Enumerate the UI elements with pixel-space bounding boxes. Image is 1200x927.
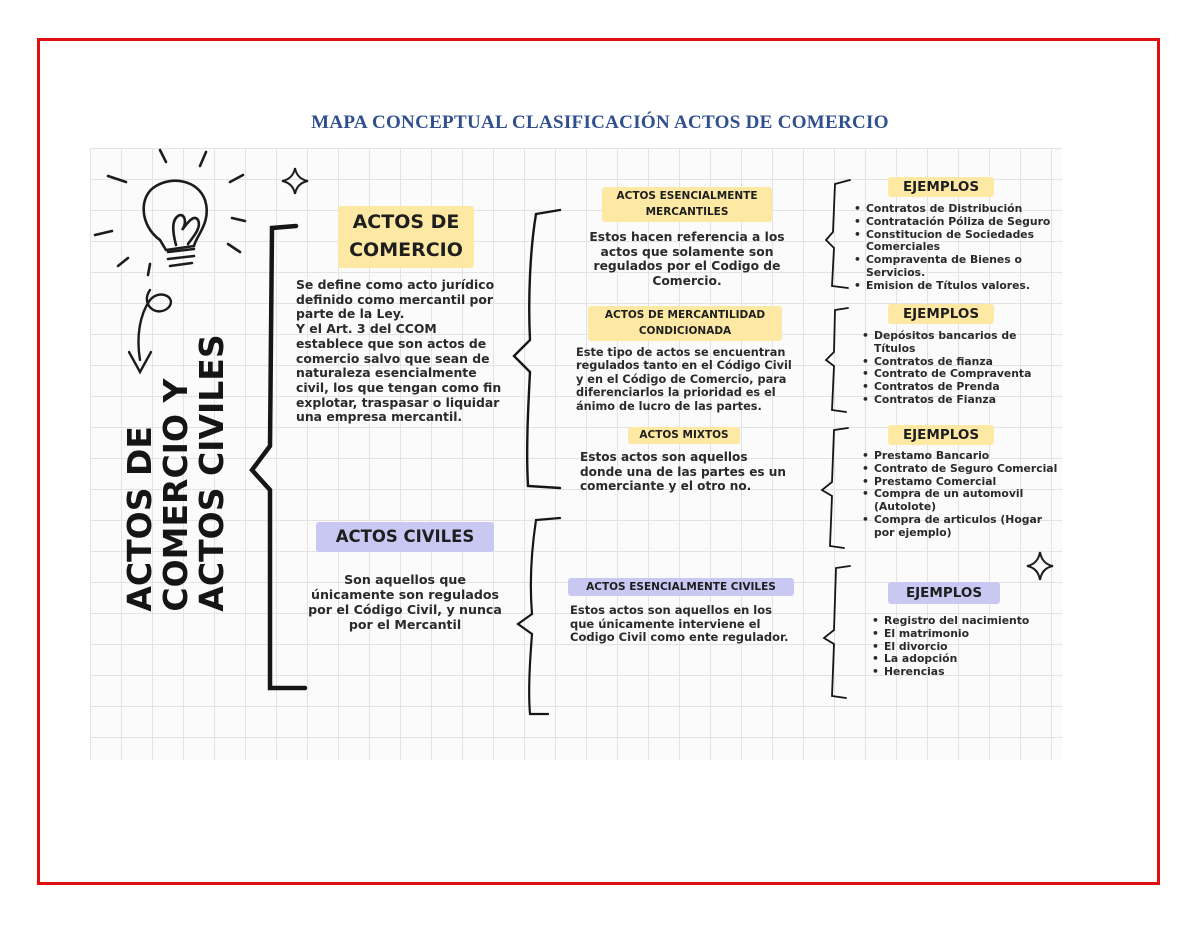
- list-item: • Contratos de Prenda: [874, 381, 1046, 394]
- text-line: únicamente son regulados: [311, 587, 499, 602]
- list-item: • Depósitos bancarios de Títulos: [874, 330, 1046, 356]
- examples-list: [860, 330, 1046, 407]
- text-line: comercio salvo que sean de: [296, 350, 490, 366]
- text-line: comerciante y el otro no.: [580, 479, 752, 493]
- text-line: Codigo Civil como ente regulador.: [570, 630, 789, 645]
- text-line: Son aquellos que: [344, 572, 466, 587]
- list-item: • Emision de Títulos valores.: [866, 280, 1062, 293]
- list-item: • Registro del nacimiento: [884, 615, 1034, 628]
- heading-line: ACTOS ESENCIALMENTE CIVILES: [586, 581, 776, 593]
- text-line: diferenciarlos la prioridad es el: [576, 386, 776, 400]
- heading-line: ACTOS DE: [352, 211, 460, 233]
- list-item: • Compra de articulos (Hogar por ejemplo): [874, 514, 1058, 540]
- page-title: MAPA CONCEPTUAL CLASIFICACIÓN ACTOS DE COMERCIO: [311, 112, 889, 133]
- text-line: una empresa mercantil.: [296, 409, 463, 425]
- text-line: definido como mercantil por: [296, 291, 493, 307]
- list-item: • Herencias: [884, 666, 1034, 679]
- category-text: [576, 346, 816, 413]
- heading-line: CONDICIONADA: [638, 325, 732, 337]
- category-heading: [602, 187, 772, 222]
- list-item: • Contratos de fianza: [874, 356, 1046, 369]
- actos-comercio-heading: [338, 206, 474, 268]
- category-text: [570, 604, 810, 645]
- list-item: • El matrimonio: [884, 628, 1034, 641]
- ejemplos-heading: EJEMPLOS: [888, 177, 994, 197]
- text-line: Este tipo de actos se encuentran: [576, 346, 786, 359]
- text-line: Estos hacen referencia a los: [589, 230, 785, 244]
- vertical-title-line: COMERCIO Y: [156, 378, 195, 612]
- text-line: parte de la Ley.: [296, 306, 405, 322]
- text-line: por el Código Civil, y nunca: [308, 602, 502, 617]
- heading-line: MERCANTILES: [645, 206, 729, 218]
- text-line: que únicamente interviene el: [570, 616, 761, 631]
- category-heading: [568, 578, 794, 596]
- lightbulb-icon: [95, 150, 245, 275]
- text-line: regulados por el Codigo de: [593, 259, 781, 274]
- list-item: • La adopción: [884, 653, 1034, 666]
- list-item: • Constitucion de Sociedades Comerciales: [866, 229, 1062, 255]
- list-item: • Contrato de Seguro Comercial: [874, 463, 1058, 476]
- list-item: • Prestamo Bancario: [874, 450, 1058, 463]
- actos-civiles-text: [292, 572, 518, 632]
- actos-comercio-text: [296, 278, 526, 425]
- list-item: • Compra de un automovil (Autolote): [874, 488, 1058, 514]
- vertical-title-line: ACTOS CIVILES: [192, 334, 231, 612]
- heading-line: COMERCIO: [349, 239, 463, 261]
- ejemplos-heading: EJEMPLOS: [888, 582, 1000, 604]
- text-line: y en el Código de Comercio, para: [576, 372, 787, 386]
- list-item: • El divorcio: [884, 641, 1034, 654]
- list-item: • Contratos de Distribución: [866, 203, 1062, 216]
- sparkle-icon: [282, 168, 308, 194]
- heading-line: ACTOS DE MERCANTILIDAD: [604, 309, 766, 321]
- text-line: Comercio.: [652, 273, 722, 288]
- heading-line: ACTOS ESENCIALMENTE: [616, 190, 758, 202]
- text-line: Estos actos son aquellos: [580, 450, 748, 464]
- text-line: Se define como acto jurídico: [296, 277, 495, 292]
- category-text: [580, 450, 810, 494]
- heading-line: ACTOS MIXTOS: [639, 429, 729, 441]
- text-line: Estos actos son aquellos en los: [570, 603, 772, 617]
- example-brackets: [822, 180, 850, 698]
- vertical-title-line: ACTOS DE: [120, 426, 159, 612]
- list-item: • Contratación Póliza de Seguro: [866, 216, 1062, 229]
- category-heading: [628, 427, 740, 444]
- text-line: por el Mercantil: [348, 617, 462, 632]
- examples-list: [860, 450, 1058, 540]
- text-line: Y el Art. 3 del CCOM: [296, 321, 437, 337]
- list-item: • Prestamo Comercial: [874, 476, 1058, 489]
- examples-list: [852, 203, 1062, 293]
- civiles-bracket: [518, 518, 560, 714]
- text-line: donde una de las partes es un: [580, 464, 787, 479]
- list-item: • Contratos de Fianza: [874, 394, 1046, 407]
- text-line: regulados tanto en el Código Civil: [576, 359, 792, 373]
- list-item: • Contrato de Compraventa: [874, 368, 1046, 381]
- category-text: [574, 230, 800, 288]
- actos-civiles-heading: ACTOS CIVILES: [316, 522, 494, 552]
- text-line: explotar, traspasar o liquidar: [296, 394, 500, 410]
- ejemplos-heading: EJEMPLOS: [888, 304, 994, 324]
- ejemplos-heading: EJEMPLOS: [888, 425, 994, 445]
- examples-list: [870, 615, 1034, 679]
- vertical-title: [122, 334, 230, 611]
- sparkle-icon: [1027, 552, 1053, 580]
- text-line: civil, los que tengan como fin: [296, 379, 502, 395]
- text-line: naturaleza esencialmente: [296, 365, 477, 381]
- text-line: establece que son actos de: [296, 335, 487, 351]
- text-line: ánimo de lucro de las partes.: [576, 399, 762, 413]
- list-item: • Compraventa de Bienes o Servicios.: [866, 254, 1062, 280]
- text-line: actos que solamente son: [600, 244, 774, 259]
- category-heading: [588, 306, 782, 341]
